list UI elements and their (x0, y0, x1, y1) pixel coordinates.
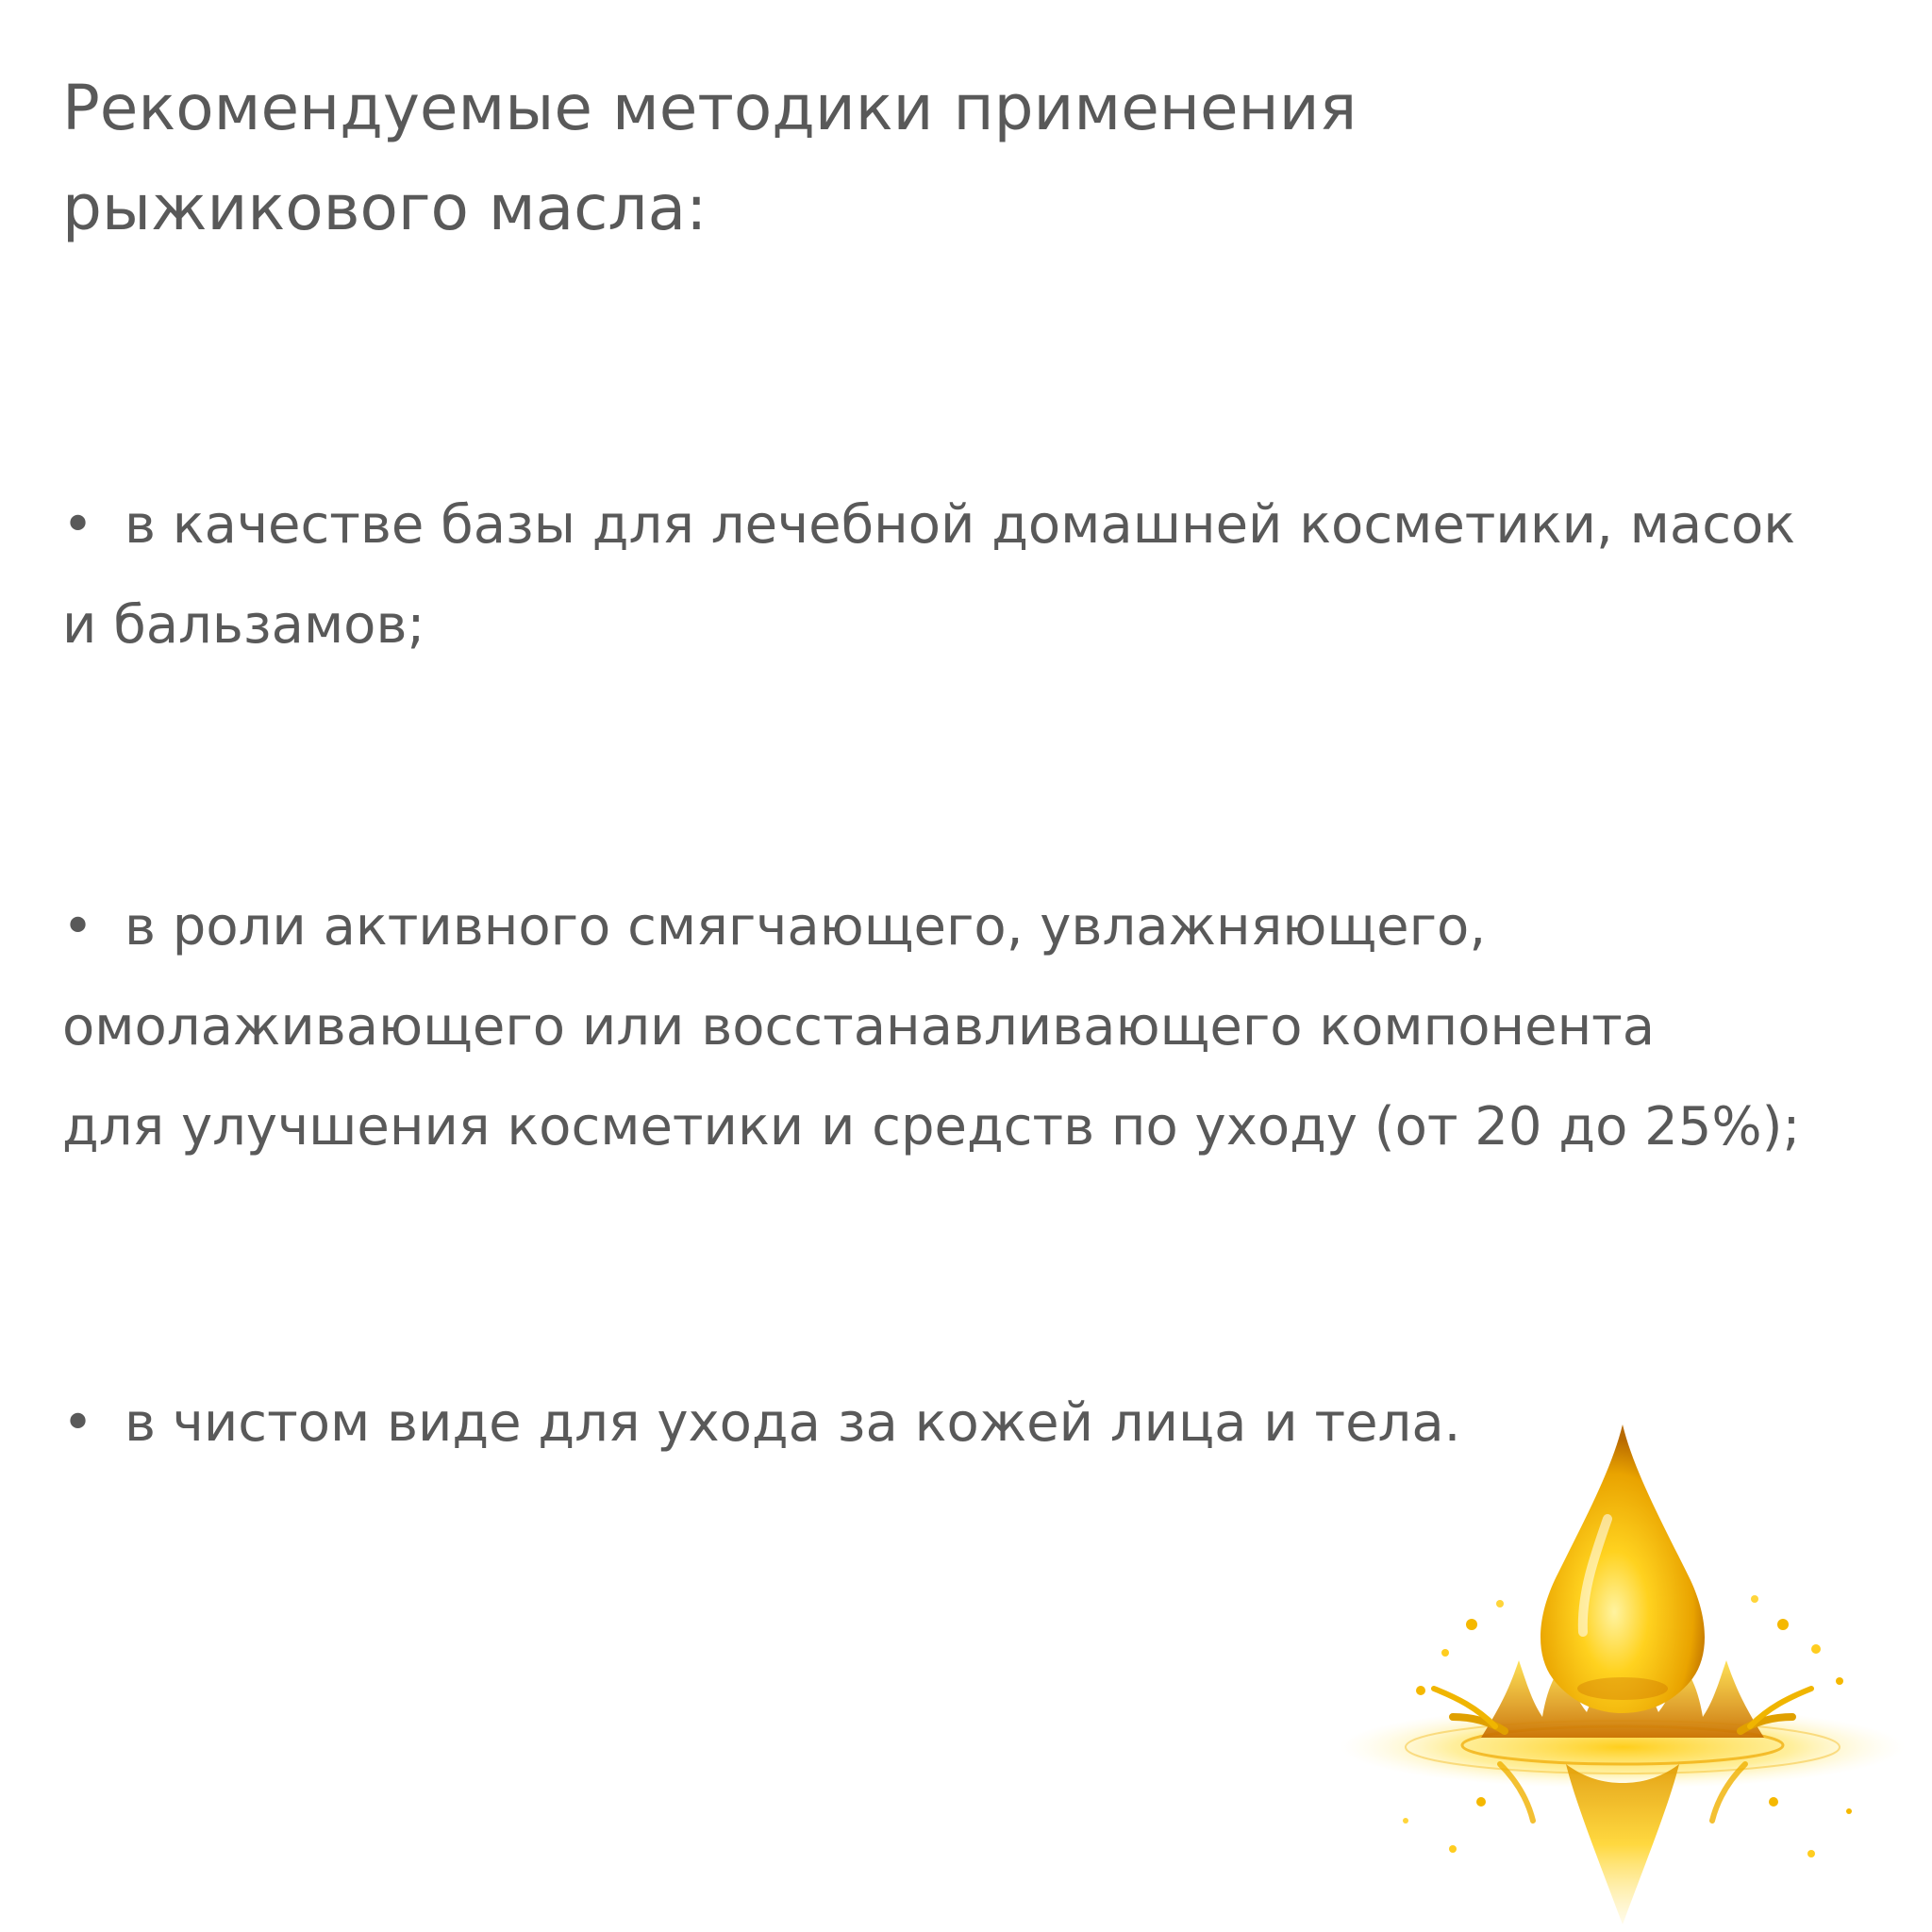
list-item-text: омолаживающего или восстанавливающего компонента (62, 996, 1656, 1058)
list-item-text: в чистом виде для ухода за кожей лица и тела. (125, 1392, 1461, 1454)
bullet-icon: • (62, 896, 94, 958)
oil-drop-splash-icon (1340, 1406, 1932, 1932)
bullet-list-item (62, 877, 1874, 1177)
title-line: рыжикового масла: (62, 172, 708, 244)
list-item-text: и бальзамов; (62, 594, 425, 656)
list-item-line (62, 877, 1874, 977)
list-item-text: для улучшения косметики и средств по уходу (от 20 до 25%); (62, 1096, 1801, 1158)
title-line: Рекомендуемые методики применения (62, 72, 1357, 144)
bullet-icon: • (62, 494, 94, 556)
bullet-list-item (62, 475, 1874, 675)
list-item-text: в роли активного смягчающего, увлажняющего, (125, 896, 1487, 958)
page-title (62, 58, 1855, 258)
list-item-line (62, 475, 1874, 575)
list-item-text: в качестве базы для лечебной домашней косметики, масок (125, 494, 1796, 556)
bullet-icon: • (62, 1392, 94, 1454)
